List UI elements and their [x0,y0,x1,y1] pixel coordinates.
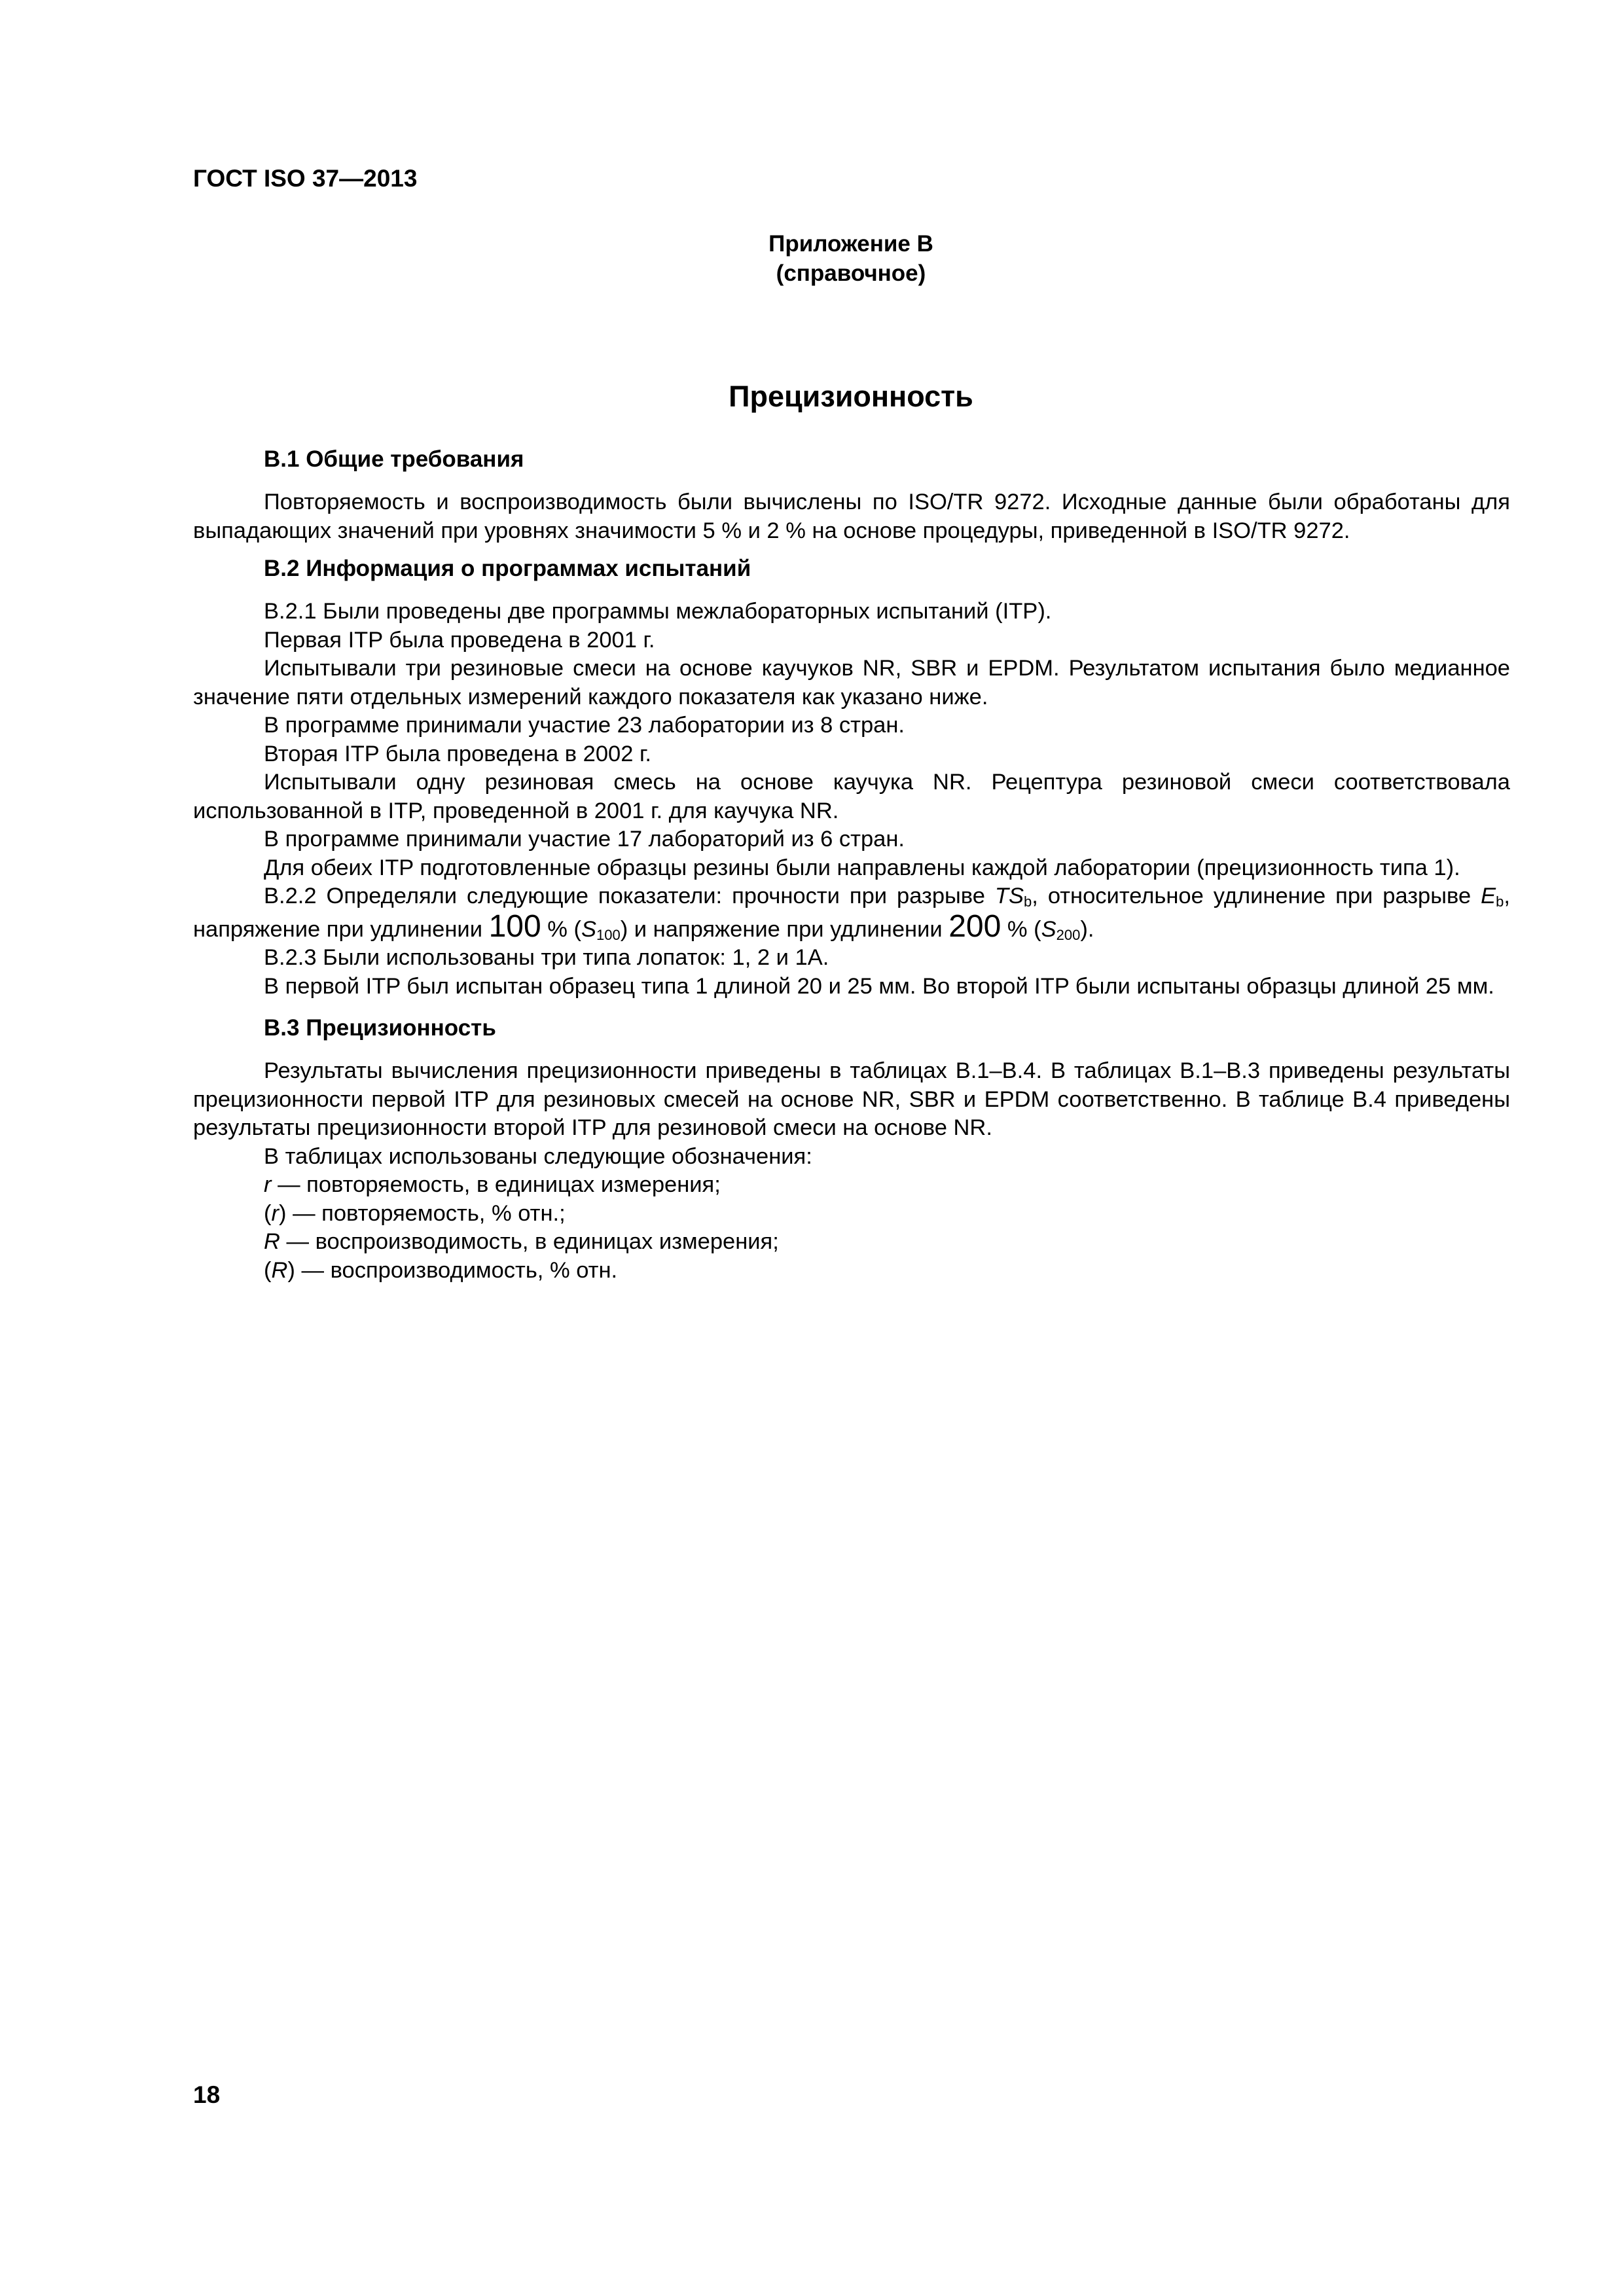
symbol-s200: S [1041,916,1056,942]
text: В.2.2 Определяли следующие показатели: прочности при разрыве [264,884,995,908]
number-100: 100 [488,908,541,944]
text: — воспроизводимость, в единицах измерения; [280,1229,779,1254]
text: — повторяемость, в единицах измерения; [271,1172,721,1197]
symbol-capital-r: R [271,1257,288,1283]
section-heading-b1: В.1 Общие требования [264,446,524,472]
symbol-r: r [264,1172,272,1197]
paragraph: Испытывали три резиновые смеси на основе каучуков NR, SBR и EPDM. Результатом испытания было медианное значение пяти отдельных измерений каждого показателя как указано ниже. [193,656,1510,709]
text: ). [1080,916,1094,942]
text: ( [264,1257,272,1283]
paragraph: В первой ITP был испытан образец типа 1 длиной 20 и 25 мм. Во второй ITP были испытаны образцы длиной 25 мм. [264,973,1494,999]
text: ( [264,1200,272,1226]
definition-item [193,1171,1510,1200]
paragraph: Повторяемость и воспроизводимость были вычислены по ISO/TR 9272. Исходные данные были обработаны для выпадающих значений при уровнях значимости 5 % и 2 % на основе процедуры, приведенной в ISO/TR 9272. [193,490,1510,543]
section-heading-b2: В.2 Информация о программах испытаний [264,556,751,581]
subscript: 200 [1056,926,1081,943]
paragraph: В.2.1 Были проведены две программы межлабораторных испытаний (ITP). [264,599,1052,624]
paragraph: Испытывали одну резиновая смесь на основе каучука NR. Рецептура резиновой смеси соответствовала использованной в ITP, проведенной в 2001 г. для каучука NR. [193,770,1510,823]
appendix-type: (справочное) [776,260,926,286]
page-number: 18 [193,2081,221,2108]
text: ) — воспроизводимость, % отн. [287,1257,618,1283]
text: , напряжение при удлинении [193,884,1511,942]
paragraph: Первая ITP была проведена в 2001 г. [264,627,655,653]
symbol-eb: E [1481,884,1496,908]
text: ) — повторяемость, % отн.; [279,1200,566,1226]
section-heading-b3: В.3 Прецизионность [264,1015,496,1041]
appendix-label: Приложение В [768,231,933,257]
paragraph: Для обеих ITP подготовленные образцы резины были направлены каждой лаборатории (прецизионность типа 1). [264,855,1460,880]
subscript: 100 [596,926,621,943]
definition-item [193,1228,1510,1257]
symbol-r: r [271,1200,279,1226]
paragraph: Результаты вычисления прецизионности приведены в таблицах В.1–В.4. В таблицах В.1–В.3 приведены результаты прецизионности первой ITP для резиновых смесей на основе NR, SBR и EPDM соответственно. В таблице В.4 приведены результаты прецизионности второй ITP для резиновой смеси на основе NR. [193,1058,1510,1140]
paragraph: В.2.3 Были использованы три типа лопаток: 1, 2 и 1А. [264,945,829,970]
definition-item [193,1257,1510,1285]
text: % ( [541,916,581,942]
number-200: 200 [948,908,1001,944]
subscript: b [1024,893,1032,910]
document-body [193,445,1510,1285]
paragraph: Вторая ITP была проведена в 2002 г. [264,741,651,766]
symbol-capital-r: R [264,1229,280,1254]
paragraph-parameters [193,882,1510,944]
symbol-tsb: TS [994,884,1024,908]
text: ) и напряжение при удлинении [620,916,949,942]
document-header: ГОСТ ISO 37—2013 [193,165,418,192]
text: % ( [1001,916,1041,942]
paragraph: В таблицах использованы следующие обозначения: [264,1143,812,1169]
definition-item [193,1200,1510,1229]
symbol-s100: S [581,916,597,942]
page-title: Прецизионность [729,380,973,413]
paragraph: В программе принимали участие 17 лабораторий из 6 стран. [264,827,905,852]
subscript: b [1496,893,1504,910]
paragraph: В программе принимали участие 23 лаборатории из 8 стран. [264,713,905,738]
text: , относительное удлинение при разрыве [1032,884,1481,908]
